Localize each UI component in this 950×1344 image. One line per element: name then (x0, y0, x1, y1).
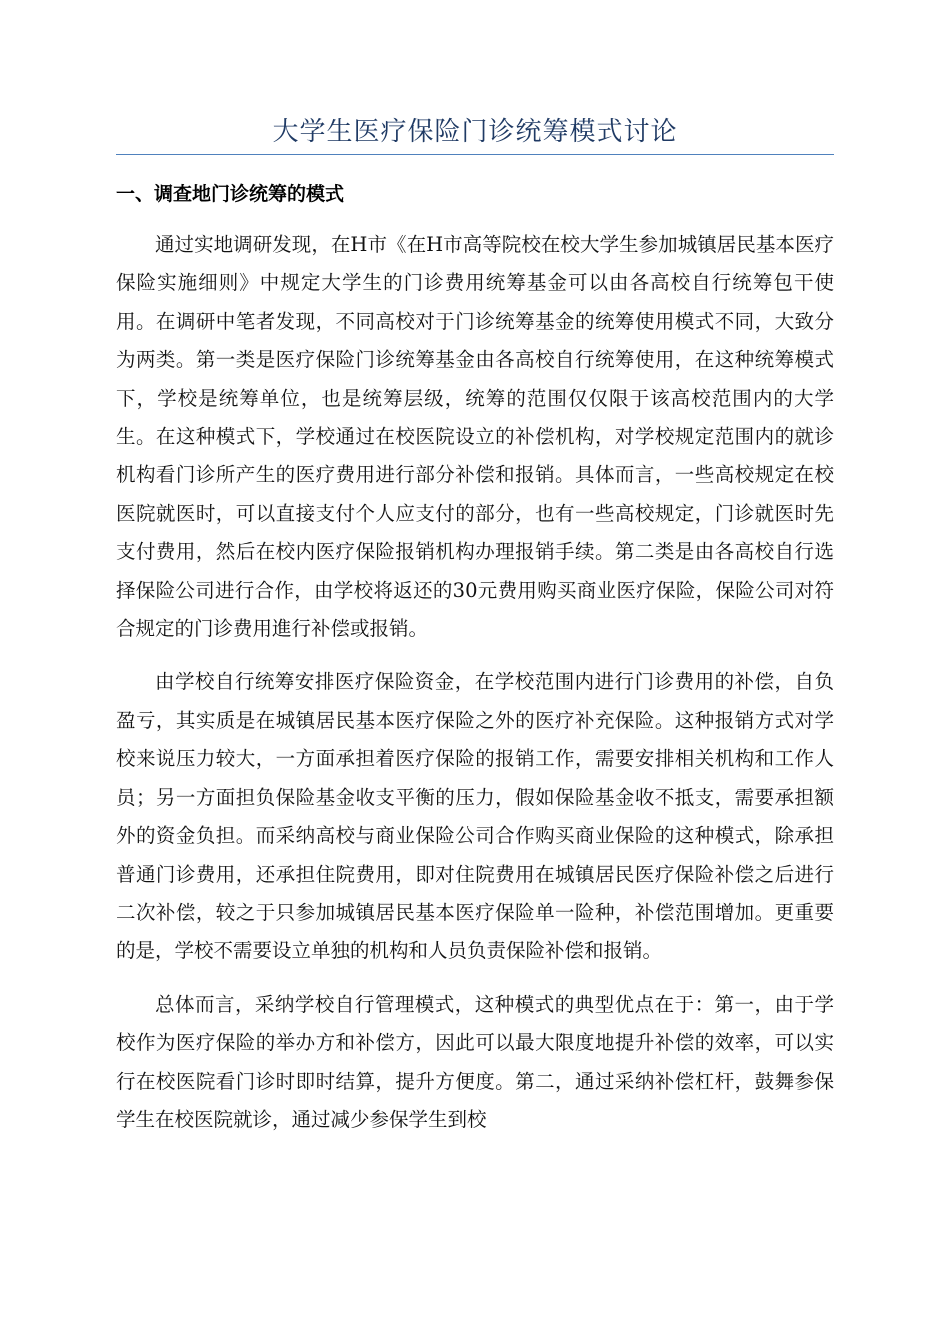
title-underline (116, 154, 834, 155)
paragraph-1: 通过实地调研发现，在H市《在H市高等院校在校大学生参加城镇居民基本医疗保险实施细则》中规定大学生的门诊费用统筹基金可以由各高校自行统筹包干使用。在调研中笔者发现，不同高校对于门诊统筹基金的统筹使用模式不同，大致分为两类。第一类是医疗保险门诊统筹基金由各高校自行统筹使用，在这种统筹模式下，学校是统筹单位，也是统筹层级，统筹的范围仅仅限于该高校范围内的大学生。在这种模式下，学校通过在校医院设立的补偿机构，对学校规定范围内的就诊机构看门诊所产生的医疗费用进行部分补偿和报销。具体而言，一些高校规定在校医院就医时，可以直接支付个人应支付的部分，也有一些高校规定，门诊就医时先支付费用，然后在校内医疗保险报销机构办理报销手续。第二类是由各高校自行选择保险公司进行合作，由学校将返还的30元费用购买商业医疗保险，保险公司对符合规定的门诊费用進行补偿或报销。 (116, 233, 834, 641)
paragraph-2: 由学校自行统筹安排医疗保险资金，在学校范围内进行门诊费用的补偿，自负盈亏，其实质是在城镇居民基本医疗保险之外的医疗补充保险。这种报销方式对学校来说压力较大，一方面承担着医疗保险的报销工作，需要安排相关机构和工作人员；另一方面担负保险基金收支平衡的压力，假如保险基金收不抵支，需要承担额外的资金负担。而采纳高校与商业保险公司合作购买商业保险的这种模式，除承担普通门诊费用，还承担住院费用，即对住院费用在城镇居民医疗保险补偿之后进行二次补偿，较之于只参加城镇居民基本医疗保险单一险种，补偿范围增加。更重要的是，学校不需要设立单独的机构和人员负责保险补偿和报销。 (116, 670, 834, 963)
section-heading: 一、调查地门诊统筹的模式 (116, 183, 345, 205)
document-body (116, 226, 834, 1154)
document-title: 大学生医疗保险门诊统筹模式讨论 (272, 117, 678, 147)
paragraph-3: 总体而言，采纳学校自行管理模式，这种模式的典型优点在于：第一，由于学校作为医疗保险的举办方和补偿方，因此可以最大限度地提升补偿的效率，可以实行在校医院看门诊时即时结算，提升方便度。第二，通过采纳补偿杠杆，鼓舞参保学生在校医院就诊，通过减少参保学生到校 (116, 992, 834, 1131)
